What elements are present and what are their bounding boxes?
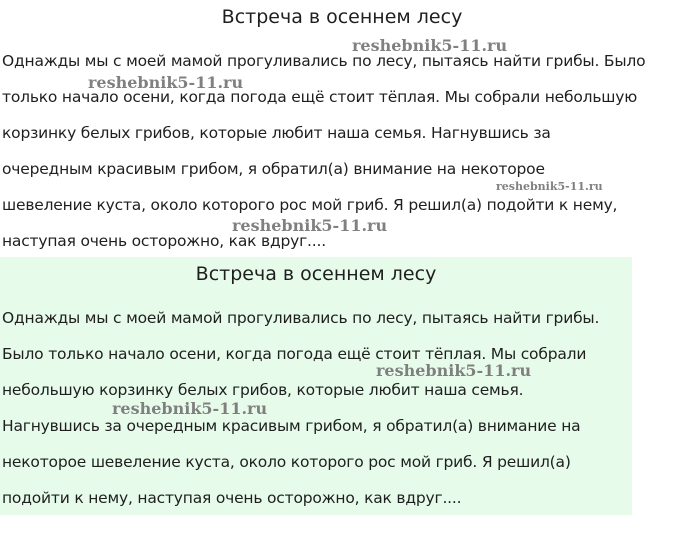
watermark: reshebnik5-11.ru	[112, 399, 268, 418]
watermark: reshebnik5-11.ru	[352, 36, 508, 55]
paragraph-line: очередным красивым грибом, я обратил(а) внимание на некоторое	[2, 160, 545, 178]
paragraph-line: наступая очень осторожно, как вдруг....	[2, 232, 326, 250]
paragraph-line: Однажды мы с моей мамой прогуливались по лесу, пытаясь найти грибы.	[2, 309, 600, 327]
text-block-highlighted	[0, 257, 632, 515]
paragraph-line: Однажды мы с моей мамой прогуливались по лесу, пытаясь найти грибы. Было	[2, 52, 646, 70]
paragraph-line: только начало осени, когда погода ещё стоит тёплая. Мы собрали небольшую	[2, 88, 638, 106]
paragraph-line: некоторое шевеление куста, около которого рос мой гриб. Я решил(а)	[2, 453, 571, 471]
paragraph-line: шевеление куста, около которого рос мой гриб. Я решил(а) подойти к нему,	[2, 196, 618, 214]
watermark: reshebnik5-11.ru	[496, 180, 603, 193]
paragraph-line: подойти к нему, наступая очень осторожно, как вдруг....	[2, 489, 462, 507]
paragraph	[2, 300, 630, 516]
paragraph-line: небольшую корзинку белых грибов, которые любит наша семья.	[2, 381, 524, 399]
paragraph-line: корзинку белых грибов, которые любит наша семья. Нагнувшись за	[2, 124, 551, 142]
section-title: Встреча в осеннем лесу	[195, 263, 437, 285]
paragraph-line: Нагнувшись за очередным красивым грибом, я обратил(а) внимание на	[2, 417, 581, 435]
watermark: reshebnik5-11.ru	[88, 73, 244, 92]
paragraph-line: Было только начало осени, когда погода ещё стоит тёплая. Мы собрали	[2, 345, 587, 363]
watermark: reshebnik5-11.ru	[376, 361, 532, 380]
section-title: Встреча в осеннем лесу	[221, 6, 463, 28]
watermark: reshebnik5-11.ru	[232, 216, 388, 235]
